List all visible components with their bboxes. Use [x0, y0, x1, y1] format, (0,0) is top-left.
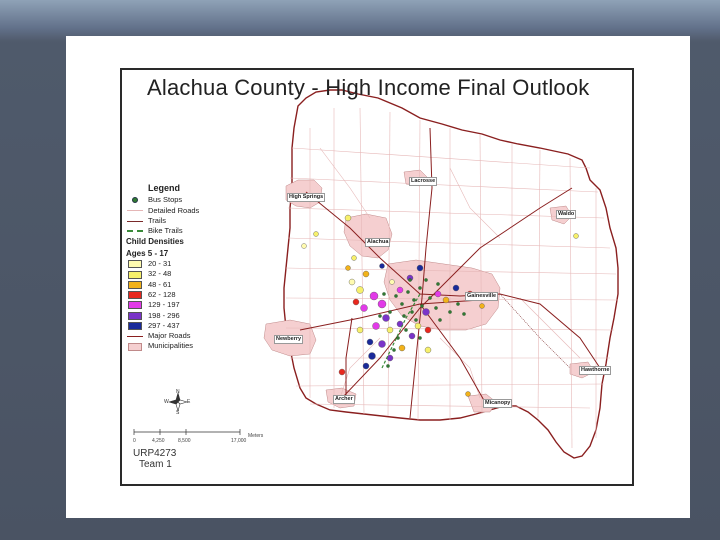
- class-swatch: [128, 260, 142, 268]
- class-swatch: [128, 301, 142, 309]
- class-swatch: [128, 312, 142, 320]
- legend-class-label: 198 - 296: [148, 310, 180, 320]
- place-label-alachua: Alachua: [367, 239, 389, 245]
- slide-header-band: [0, 0, 720, 40]
- scale-bar: [134, 429, 240, 435]
- place-label-gainesville: Gainesville: [467, 293, 497, 299]
- map-title: Alachua County - High Income Final Outlook: [147, 75, 590, 100]
- legend-label: Bike Trails: [148, 226, 183, 236]
- legend: [126, 183, 266, 352]
- scale-tick: 17,000: [231, 438, 247, 444]
- place-label-hawthorne: Hawthorne: [581, 367, 610, 373]
- legend-class-row: [126, 321, 266, 331]
- trail-icon: [127, 221, 143, 222]
- legend-class-row: [126, 269, 266, 279]
- legend-class-row: [126, 290, 266, 300]
- legend-class-label: 20 - 31: [148, 259, 172, 269]
- legend-class-label: 32 - 48: [148, 269, 172, 279]
- municipality-icon: [128, 343, 142, 351]
- compass-s: S: [176, 410, 180, 416]
- legend-class-label: 297 - 437: [148, 320, 180, 330]
- legend-row-trails: [126, 216, 266, 226]
- legend-density-title: Child Densities: [126, 237, 184, 247]
- compass-rose: [169, 393, 187, 411]
- legend-row-detailed-roads: [126, 206, 266, 216]
- legend-label: Detailed Roads: [148, 205, 200, 215]
- legend-class-label: 62 - 128: [148, 289, 176, 299]
- class-swatch: [128, 281, 142, 289]
- legend-class-row: [126, 259, 266, 269]
- legend-label: Municipalities: [148, 341, 194, 351]
- credit-block: [133, 448, 176, 470]
- place-label-newberry: Newberry: [276, 336, 302, 342]
- class-swatch: [128, 291, 142, 299]
- scale-tick: 4,250: [152, 438, 165, 444]
- legend-row-bus-stops: [126, 195, 266, 205]
- bus-stop-icon: [132, 197, 138, 203]
- legend-class-row: [126, 280, 266, 290]
- legend-density-subtitle: Ages 5 - 17: [126, 248, 169, 258]
- scale-tick: 8,500: [178, 438, 191, 444]
- class-swatch: [128, 271, 142, 279]
- legend-class-label: 48 - 61: [148, 279, 172, 289]
- bike-trail-icon: [127, 230, 143, 232]
- legend-title: Legend: [148, 183, 181, 193]
- legend-row-municipalities: [126, 341, 266, 351]
- place-label-archer: Archer: [335, 396, 353, 402]
- legend-class-row: [126, 300, 266, 310]
- legend-class-row: [126, 311, 266, 321]
- place-label-waldo: Waldo: [558, 211, 575, 217]
- place-label-high-springs: High Springs: [289, 194, 324, 200]
- legend-row-bike-trails: [126, 226, 266, 236]
- legend-label: Major Roads: [148, 331, 191, 341]
- major-road-icon: [127, 336, 143, 337]
- place-label-micanopy: Micanopy: [485, 400, 511, 406]
- detailed-road-icon: [127, 210, 143, 211]
- compass-n: N: [176, 389, 180, 395]
- compass-e: E: [187, 399, 191, 405]
- compass-w: W: [164, 399, 169, 405]
- team-name: Team 1: [139, 459, 172, 470]
- course-code: URP4273: [133, 448, 177, 459]
- class-swatch: [128, 322, 142, 330]
- legend-class-label: 129 - 197: [148, 300, 180, 310]
- legend-label: Bus Stops: [148, 195, 183, 205]
- legend-row-major-roads: [126, 331, 266, 341]
- scale-unit: Meters: [248, 433, 264, 439]
- legend-label: Trails: [148, 215, 167, 225]
- place-label-lacrosse: Lacrosse: [411, 178, 436, 184]
- scale-tick: 0: [133, 438, 136, 444]
